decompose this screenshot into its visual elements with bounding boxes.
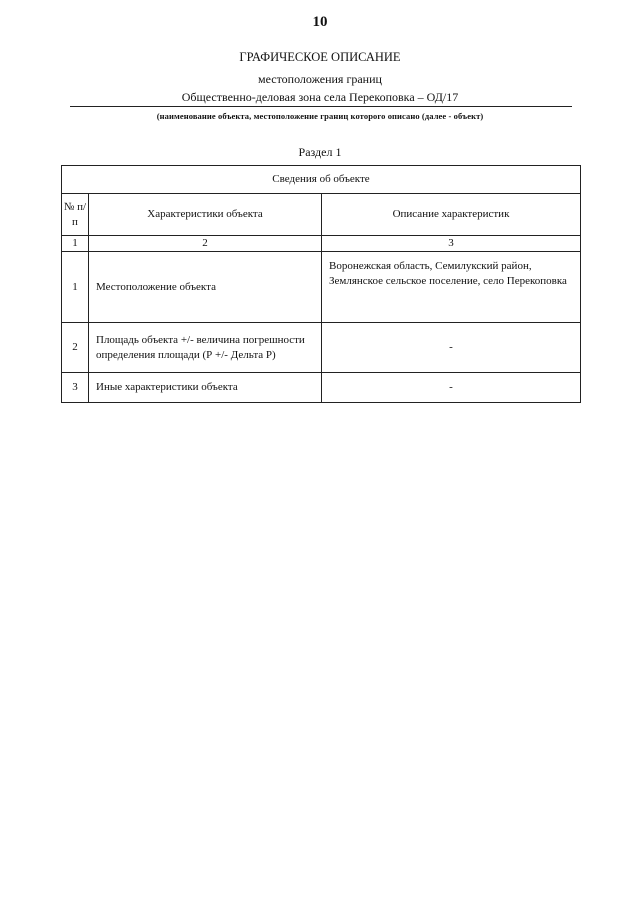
row-number: 3 bbox=[62, 373, 89, 403]
table-header: Сведения об объекте bbox=[62, 166, 581, 194]
object-caption: (наименование объекта, местоположение границ которого описано (далее - объект) bbox=[156, 111, 484, 121]
page-number: 10 bbox=[312, 14, 328, 30]
table-header-row bbox=[62, 166, 581, 194]
object-info-table bbox=[61, 165, 581, 403]
column-header-description: Описание характеристик bbox=[322, 194, 581, 236]
underline-rule bbox=[70, 106, 572, 107]
row-description: - bbox=[322, 323, 581, 373]
table-row bbox=[62, 373, 581, 403]
index-cell-3: 3 bbox=[322, 236, 581, 252]
table-row bbox=[62, 323, 581, 373]
row-characteristic: Иные характеристики объекта bbox=[89, 373, 322, 403]
column-header-number: № п/п bbox=[62, 194, 89, 236]
row-description: - bbox=[322, 373, 581, 403]
row-characteristic: Местоположение объекта bbox=[89, 252, 322, 323]
document-subtitle-line2: Общественно-деловая зона села Перекоповка – ОД/17 bbox=[181, 90, 459, 104]
index-cell-1: 1 bbox=[62, 236, 89, 252]
table-columns-row bbox=[62, 194, 581, 236]
row-number: 1 bbox=[62, 252, 89, 323]
document-subtitle-line1: местоположения границ bbox=[258, 72, 382, 86]
table-row bbox=[62, 252, 581, 323]
table-index-row bbox=[62, 236, 581, 252]
row-characteristic: Площадь объекта +/- величина погрешности определения площади (Р +/- Дельта Р) bbox=[89, 323, 322, 373]
section-title: Раздел 1 bbox=[298, 145, 342, 159]
column-header-characteristic: Характеристики объекта bbox=[89, 194, 322, 236]
document-title: ГРАФИЧЕСКОЕ ОПИСАНИЕ bbox=[239, 50, 401, 64]
row-number: 2 bbox=[62, 323, 89, 373]
row-description: Воронежская область, Семилукский район, Землянское сельское поселение, село Перекоповка bbox=[322, 252, 581, 323]
index-cell-2: 2 bbox=[89, 236, 322, 252]
